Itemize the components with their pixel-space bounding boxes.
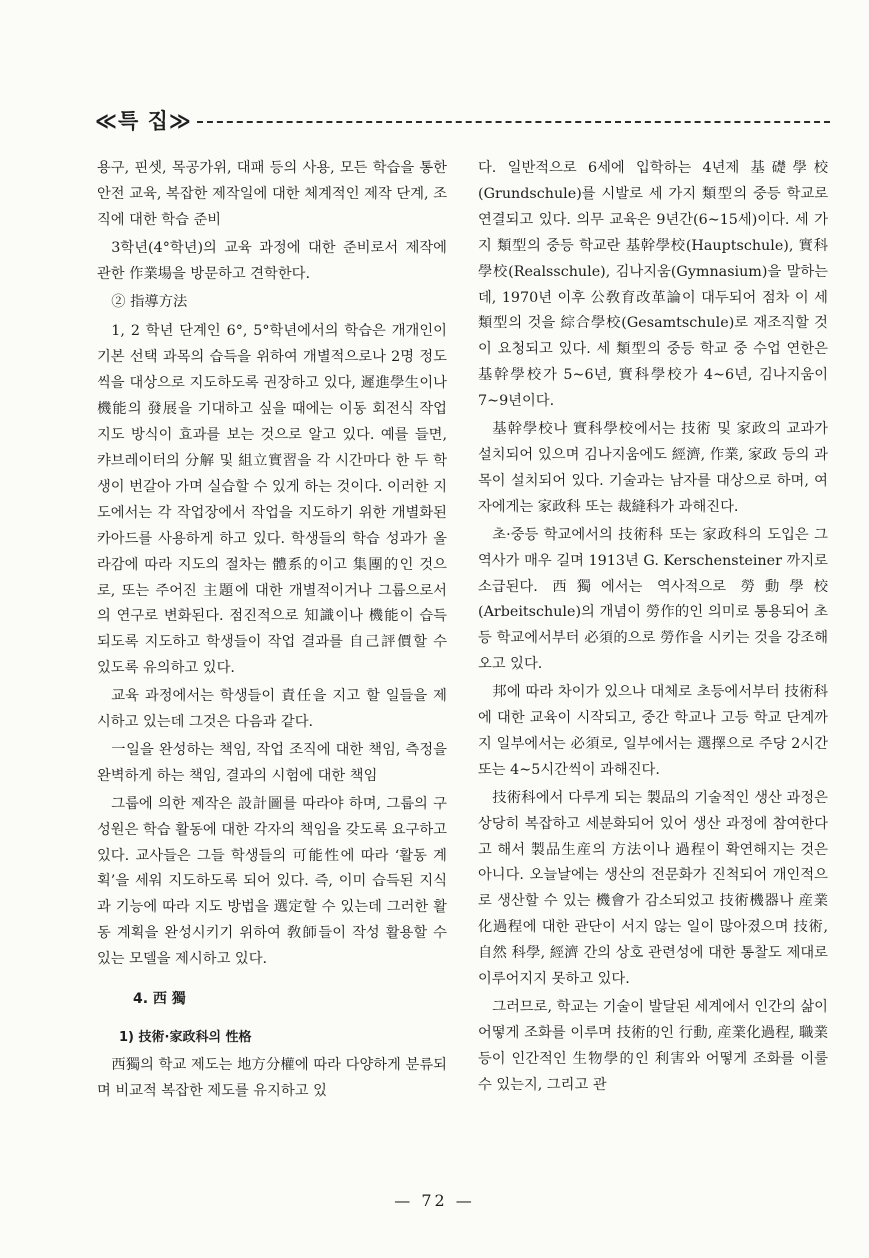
header-dashed-rule	[197, 121, 830, 123]
section-heading-west-germany: 4. 西 獨	[133, 991, 186, 1008]
right-column	[478, 156, 828, 1101]
paragraph: 一일을 완성하는 책임, 작업 조직에 대한 책임, 측정을 완벽하게 하는 책임, 결과의 시험에 대한 책임	[97, 741, 447, 784]
left-column	[97, 156, 447, 1107]
paragraph: 邦에 따라 차이가 있으나 대체로 초등에서부터 技術科에 대한 교육이 시작되고, 중간 학교나 고등 학교 단계까지 일부에서는 必須로, 일부에서는 選擇으로 주당 2시간 또는 4∼5시간씩이 과해진다.	[478, 684, 828, 778]
sub-heading-guidance-method: ② 指導方法	[111, 293, 188, 310]
paragraph: 교육 과정에서는 학생들이 責任을 지고 할 일들을 제시하고 있는데 그것은 다음과 같다.	[97, 688, 447, 731]
page-header	[95, 105, 830, 139]
paragraph: 3학년(4°학년)의 교육 과정에 대한 준비로서 제작에 관한 作業場을 방문하고 견학한다.	[97, 239, 447, 282]
paragraph: 용구, 핀셋, 목공가위, 대패 등의 사용, 모든 학습을 통한 안전 교육, 복잡한 제작일에 대한 체계적인 제작 단계, 조직에 대한 학습 준비	[97, 160, 447, 228]
paragraph: 그룹에 의한 제작은 設計圖를 따라야 하며, 그룹의 구성원은 학습 활동에 대한 각자의 책임을 갖도록 요구하고 있다. 교사들은 그들 학생들의 可能性에 따라 ‘활동 계획’을 세워 지도하도록 되어 있다. 즉, 이미 습득된 지식과 기능에 따라 지도 방법을 選定할 수 있는데 그러한 활동 계획을 완성시키기 위하여 敎師들이 작성 활용할 수 있는 모델을 제시하고 있다.	[97, 795, 447, 968]
minor-heading: 1) 技術·家政科의 性格	[119, 1030, 252, 1045]
paragraph: 技術科에서 다루게 되는 製品의 기술적인 생산 과정은 상당히 복잡하고 세분화되어 있어 생산 과정에 참여한다고 해서 製品生産의 方法이나 過程이 확연해지는 것은 아니다. 오늘날에는 생산의 전문화가 진척되어 개인적으로 생산할 수 있는 機會가 감소되었고 技術機器나 産業化過程에 대한 관단이 서지 않는 일이 많아졌으며 技術, 自然 科學, 經濟 간의 상호 관련성에 대한 통찰도 제대로 이루어지지 못하고 있다.	[478, 789, 828, 988]
paragraph: 다. 일반적으로 6세에 입학하는 4년제 基礎學校(Grundschule)를 시발로 세 가지 類型의 중등 학교로 연결되고 있다. 의무 교육은 9년간(6∼15세)이다. 세 가지 類型의 중등 학교란 基幹學校(Hauptschule), 實科學校(Realsschule), 김나지움(Gymnasium)을 말하는데, 1970년 이후 公敎育改革論이 대두되어 점차 이 세 類型의 것을 綜合學校(Gesamtschule)로 재조직할 것이 요청되고 있다. 세 類型의 중등 학교 중 수업 연한은 基幹學校가 5∼6년, 實科學校가 4∼6년, 김나지움이 7∼9년이다.	[478, 160, 828, 410]
paragraph: 그러므로, 학교는 기술이 발달된 세계에서 인간의 삶이 어떻게 조화를 이루며 技術的인 行動, 産業化過程, 職業 등이 인간적인 生物學的인 利害와 어떻게 조화를 이룰 수 있는지, 그리고 관	[478, 999, 828, 1093]
paragraph: 1, 2 학년 단계인 6°, 5°학년에서의 학습은 개개인이 기본 선택 과목의 습득을 위하여 개별적으로나 2명 정도씩을 대상으로 지도하도록 권장하고 있다, 遲進學生이나 機能의 發展을 기대하고 싶을 때에는 이동 회전식 작업 지도 방식이 효과를 보는 것으로 알고 있다. 예를 들면, 캬브레이터의 分解 및 組立實習을 각 시간마다 한 두 학생이 번갈아 가며 실습할 수 있게 하는 것이다. 이러한 지도에서는 각 작업장에서 작업을 지도하기 위한 개별화된 카아드를 사용하게 하고 있다. 학생들의 학습 성과가 올라감에 따라 지도의 절차는 體系的이고 集團的인 것으로, 또는 주어진 主題에 대한 개별적이거나 그룹으로서의 연구로 변화된다. 점진적으로 知識이나 機能이 습득되도록 지도하고 학생들이 작업 결과를 自己評價할 수 있도록 유의하고 있다.	[97, 323, 447, 677]
paragraph: 西獨의 학교 제도는 地方分權에 따라 다양하게 분류되며 비교적 복잡한 제도를 유지하고 있	[97, 1056, 447, 1099]
paragraph: 基幹學校나 實科學校에서는 技術 및 家政의 교과가 설치되어 있으며 김나지움에도 經濟, 作業, 家政 등의 과목이 설치되어 있다. 기술과는 남자를 대상으로 하며, 여자에게는 家政科 또는 裁縫科가 과해진다.	[478, 421, 828, 515]
section-label: ≪특 집≫	[95, 109, 192, 133]
paragraph: 초·중등 학교에서의 技術科 또는 家政科의 도입은 그 역사가 매우 길며 1913년 G. Kerschensteiner 까지로 소급된다. 西獨에서는 역사적으로 勞動學校(Arbeitschule)의 개념이 勞作的인 의미로 통용되어 초등 학교에서부터 必須的으로 勞作을 시키는 것을 강조해 오고 있다.	[478, 526, 828, 673]
page-number: — 72 —	[394, 1191, 475, 1210]
